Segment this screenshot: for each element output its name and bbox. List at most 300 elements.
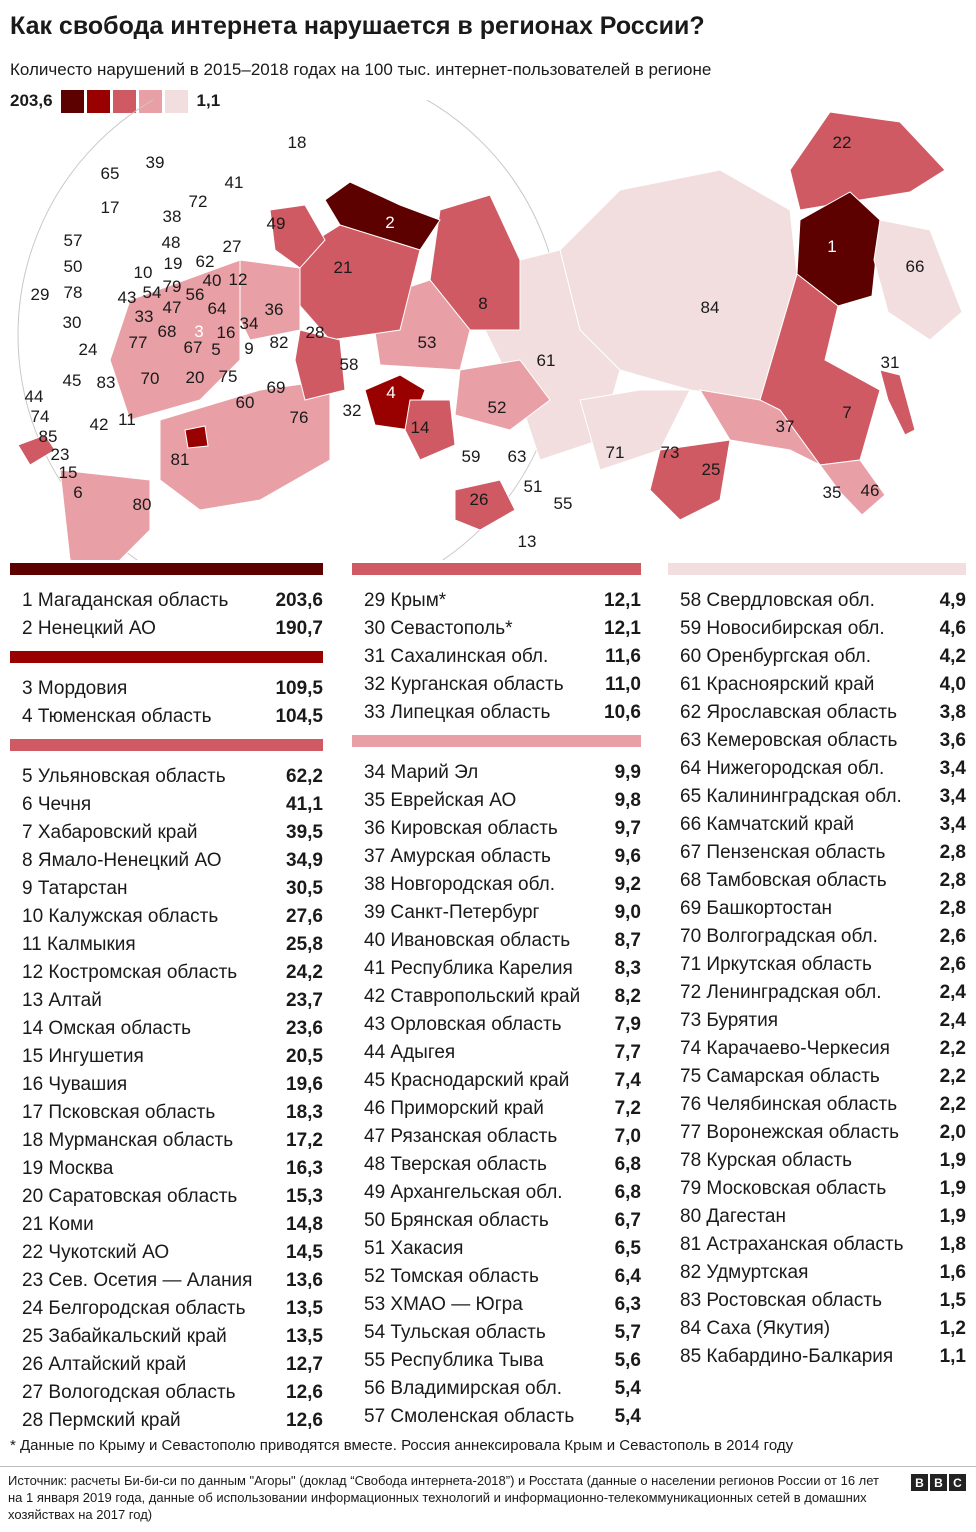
region-name: Курская область [706, 1150, 853, 1171]
region-name: Кировская область [390, 818, 558, 839]
region-label [364, 1067, 569, 1095]
region-label [364, 1123, 557, 1151]
region-name: Крым* [390, 590, 447, 611]
source-text: Источник: расчеты Би-би-си по данным "Агоры" (доклад “Свобода интернета-2018”) и Росстата (данные о населении регионов России от 16 лет на 1 января 2019 года, данные об использовании информационных технологий и информационно-телекоммуникационных сетей в домашних хозяйствах на 2017 год) [8, 1473, 880, 1522]
map-region-number: 29 [30, 285, 50, 304]
region-chukotka [790, 112, 945, 210]
region-label [680, 1231, 904, 1259]
region-name: Псковская область [48, 1102, 216, 1123]
region-label [22, 1351, 186, 1379]
russia-regions-map [0, 100, 976, 560]
region-row [10, 1351, 323, 1379]
region-value: 16,3 [286, 1158, 323, 1179]
region-row [668, 811, 966, 839]
region-name: Самарская область [706, 1066, 880, 1087]
region-rank: 83 [680, 1290, 702, 1311]
region-rank: 31 [364, 646, 386, 667]
region-row [352, 1095, 641, 1123]
region-rank: 66 [680, 814, 702, 835]
region-rank: 39 [364, 902, 386, 923]
region-label [364, 1375, 562, 1403]
region-row [352, 843, 641, 871]
map-region-number: 14 [410, 418, 430, 437]
region-rank: 72 [680, 982, 702, 1003]
region-row [668, 1231, 966, 1259]
region-value: 25,8 [286, 934, 323, 955]
region-rank: 10 [22, 906, 44, 927]
region-name: Краснодарский край [390, 1070, 570, 1091]
region-value: 6,8 [614, 1182, 641, 1203]
group-color-bar [10, 563, 323, 575]
region-name: Брянская область [390, 1210, 549, 1231]
region-name: Чукотский АО [48, 1242, 170, 1263]
region-label [364, 1151, 547, 1179]
region-row [352, 1291, 641, 1319]
map-region-number: 39 [145, 153, 165, 172]
region-label [364, 1095, 544, 1123]
region-name: Ленинградская обл. [706, 982, 882, 1003]
region-name: Саха (Якутия) [706, 1318, 831, 1339]
region-row [352, 615, 641, 643]
region-row [352, 927, 641, 955]
region-label [22, 1099, 215, 1127]
region-name: Московская область [706, 1178, 887, 1199]
region-row [352, 983, 641, 1011]
region-value: 14,5 [286, 1242, 323, 1263]
region-rank: 63 [680, 730, 702, 751]
group-color-bar [10, 739, 323, 751]
region-value: 41,1 [286, 794, 323, 815]
region-rank: 49 [364, 1182, 386, 1203]
region-rank: 58 [680, 590, 702, 611]
region-name: Кабардино-Балкария [706, 1346, 894, 1367]
region-name: ХМАО — Югра [390, 1294, 523, 1315]
region-name: Адыгея [390, 1042, 456, 1063]
region-rank: 53 [364, 1294, 386, 1315]
group-color-bar [668, 563, 966, 575]
ranking-group [668, 563, 966, 1371]
region-value: 13,5 [286, 1298, 323, 1319]
region-row [352, 871, 641, 899]
region-name: Омская область [48, 1018, 191, 1039]
region-label [680, 671, 874, 699]
map-region-number: 77 [128, 333, 148, 352]
region-rank: 81 [680, 1234, 702, 1255]
map-region-number: 9 [244, 339, 254, 358]
region-name: Республика Тыва [390, 1350, 544, 1371]
region-name: Иркутская область [706, 954, 872, 975]
region-label [22, 1323, 227, 1351]
region-rank: 1 [22, 590, 33, 611]
region-name: Ивановская область [390, 930, 571, 951]
region-value: 12,1 [604, 590, 641, 611]
region-row [668, 923, 966, 951]
region-name: Костромская область [48, 962, 238, 983]
region-name: Свердловская обл. [706, 590, 875, 611]
region-label [364, 927, 570, 955]
region-value: 13,6 [286, 1270, 323, 1291]
region-label [22, 903, 218, 931]
region-name: Магаданская область [37, 590, 229, 611]
logo-letter: B [911, 1474, 928, 1491]
region-row [352, 787, 641, 815]
map-region-number: 73 [660, 443, 680, 462]
region-label [364, 843, 551, 871]
map-region-number: 19 [163, 254, 183, 273]
map-region-number: 60 [235, 393, 255, 412]
region-label [364, 671, 564, 699]
region-rank: 54 [364, 1322, 386, 1343]
map-region-number: 26 [469, 490, 489, 509]
region-row [668, 1287, 966, 1315]
region-row [352, 1179, 641, 1207]
map-region-number: 63 [507, 447, 527, 466]
region-name: Удмуртская [706, 1262, 809, 1283]
map-region-number: 24 [78, 340, 98, 359]
region-label [22, 1155, 113, 1183]
region-value: 104,5 [275, 706, 323, 727]
region-value: 62,2 [286, 766, 323, 787]
region-value: 7,4 [614, 1070, 641, 1091]
region-kamchatka [874, 220, 962, 340]
source-divider [0, 1466, 976, 1467]
region-name: Челябинская область [706, 1094, 898, 1115]
region-value: 5,6 [614, 1350, 641, 1371]
region-row [10, 1071, 323, 1099]
region-label [364, 1207, 549, 1235]
region-row [668, 951, 966, 979]
region-value: 3,6 [939, 730, 966, 751]
region-label [364, 955, 573, 983]
map-region-number: 6 [73, 483, 83, 502]
map-region-number: 47 [162, 298, 182, 317]
region-row [10, 791, 323, 819]
region-value: 12,1 [604, 618, 641, 639]
region-value: 9,9 [614, 762, 641, 783]
region-value: 15,3 [286, 1186, 323, 1207]
map-region-number: 83 [96, 373, 116, 392]
region-rank: 29 [364, 590, 386, 611]
map-region-number: 56 [185, 285, 205, 304]
region-row [10, 1183, 323, 1211]
region-label [680, 923, 878, 951]
region-value: 190,7 [275, 618, 323, 639]
region-rank: 46 [364, 1098, 386, 1119]
region-name: Камчатский край [706, 814, 855, 835]
region-label [364, 643, 548, 671]
region-rank: 60 [680, 646, 702, 667]
region-value: 8,3 [614, 958, 641, 979]
region-row [668, 699, 966, 727]
region-label [22, 791, 91, 819]
region-name: Пермский край [48, 1410, 181, 1431]
region-name: Ульяновская область [37, 766, 226, 787]
map-region-number: 84 [700, 298, 720, 317]
region-label [364, 615, 513, 643]
map-region-number: 74 [30, 407, 50, 426]
region-label [22, 587, 228, 615]
map-region-number: 51 [523, 477, 543, 496]
ranking-group [352, 563, 641, 727]
map-region-number: 49 [266, 214, 286, 233]
region-row [352, 1011, 641, 1039]
region-name: Орловская область [390, 1014, 562, 1035]
region-name: Ростовская область [706, 1290, 882, 1311]
region-rank: 18 [22, 1130, 44, 1151]
region-row [352, 1123, 641, 1151]
region-value: 3,4 [939, 758, 966, 779]
region-value: 3,4 [939, 814, 966, 835]
region-value: 3,8 [939, 702, 966, 723]
region-value: 27,6 [286, 906, 323, 927]
region-value: 2,4 [939, 982, 966, 1003]
region-name: Саратовская область [48, 1186, 238, 1207]
region-row [352, 1347, 641, 1375]
region-rank: 73 [680, 1010, 702, 1031]
map-region-number: 59 [461, 447, 481, 466]
region-value: 1,6 [939, 1262, 966, 1283]
region-name: Севастополь* [390, 618, 513, 639]
region-row [668, 587, 966, 615]
map-region-number: 54 [142, 283, 162, 302]
region-rank: 50 [364, 1210, 386, 1231]
region-row [10, 1155, 323, 1183]
group-color-bar [352, 735, 641, 747]
region-name: Нижегородская обл. [706, 758, 885, 779]
region-rank: 85 [680, 1346, 702, 1367]
region-row [10, 1099, 323, 1127]
region-label [364, 871, 555, 899]
bbc-logo [911, 1474, 966, 1491]
map-region-number: 70 [140, 369, 160, 388]
ranking-group [10, 739, 323, 1435]
region-name: Тульская область [390, 1322, 546, 1343]
region-name: Тверская область [390, 1154, 547, 1175]
region-value: 7,9 [614, 1014, 641, 1035]
region-sakhalin [880, 370, 915, 435]
region-rank: 9 [22, 878, 33, 899]
region-label [22, 1407, 181, 1435]
region-value: 11,6 [605, 646, 641, 667]
region-rank: 77 [680, 1122, 702, 1143]
region-label [22, 1239, 169, 1267]
region-label [364, 1347, 544, 1375]
region-value: 12,7 [286, 1354, 323, 1375]
region-row [668, 1119, 966, 1147]
region-value: 5,4 [614, 1406, 641, 1427]
region-value: 20,5 [286, 1046, 323, 1067]
region-row [10, 1239, 323, 1267]
map-region-number: 38 [162, 207, 182, 226]
region-rank: 51 [364, 1238, 386, 1259]
region-name: Амурская область [390, 846, 551, 867]
region-label [22, 1127, 233, 1155]
map-region-number: 15 [58, 463, 78, 482]
region-label [680, 1091, 897, 1119]
region-label [680, 1119, 899, 1147]
logo-letter: B [930, 1474, 947, 1491]
region-label [364, 1235, 463, 1263]
region-value: 8,2 [614, 986, 641, 1007]
region-name: Калмыкия [47, 934, 136, 955]
map-region-number: 82 [269, 333, 289, 352]
region-label [680, 783, 902, 811]
region-row [668, 755, 966, 783]
region-label [680, 895, 832, 923]
region-rank: 27 [22, 1382, 44, 1403]
region-name: Пензенская область [706, 842, 886, 863]
ranking-column-2 [352, 563, 641, 1439]
region-label [22, 931, 136, 959]
region-name: Томская область [390, 1266, 539, 1287]
region-value: 4,9 [939, 590, 966, 611]
region-name: Оренбургская обл. [706, 646, 871, 667]
region-label [22, 763, 226, 791]
region-value: 10,6 [604, 702, 641, 723]
region-value: 4,6 [939, 618, 966, 639]
region-label [364, 815, 558, 843]
region-name: Мордовия [37, 678, 128, 699]
region-rank: 47 [364, 1126, 386, 1147]
region-name: Бурятия [706, 1010, 779, 1031]
region-rank: 70 [680, 926, 702, 947]
region-name: Чечня [37, 794, 92, 815]
region-value: 6,5 [614, 1238, 641, 1259]
map-region-number: 76 [289, 408, 309, 427]
region-row [352, 1207, 641, 1235]
region-rank: 38 [364, 874, 386, 895]
region-value: 2,2 [939, 1038, 966, 1059]
region-value: 7,0 [614, 1126, 641, 1147]
region-value: 14,8 [286, 1214, 323, 1235]
legend-min-value: 1,1 [196, 91, 221, 110]
region-value: 1,9 [939, 1150, 966, 1171]
region-row [10, 875, 323, 903]
logo-letter: C [949, 1474, 966, 1491]
region-name: Тюменская область [37, 706, 212, 727]
region-value: 17,2 [286, 1130, 323, 1151]
region-rank: 4 [22, 706, 33, 727]
region-row [352, 1151, 641, 1179]
region-name: Воронежская область [706, 1122, 900, 1143]
region-row [668, 979, 966, 1007]
region-name: Марий Эл [390, 762, 479, 783]
region-value: 9,0 [614, 902, 641, 923]
map-region-number: 69 [266, 378, 286, 397]
region-value: 6,4 [614, 1266, 641, 1287]
region-row [10, 1267, 323, 1295]
map-region-number: 55 [553, 494, 573, 513]
map-region-number: 7 [842, 403, 852, 422]
region-value: 13,5 [286, 1326, 323, 1347]
region-label [22, 1071, 127, 1099]
region-row [668, 671, 966, 699]
region-label [680, 1203, 786, 1231]
map-region-number: 71 [605, 443, 625, 462]
region-label [680, 1343, 893, 1371]
region-rank: 80 [680, 1206, 702, 1227]
map-region-number: 32 [342, 401, 362, 420]
region-rank: 43 [364, 1014, 386, 1035]
region-name: Чувашия [48, 1074, 128, 1095]
region-label [22, 1183, 237, 1211]
map-region-number: 64 [207, 299, 227, 318]
region-name: Новосибирская обл. [706, 618, 885, 639]
region-value: 12,6 [286, 1382, 323, 1403]
map-region-number: 35 [822, 483, 842, 502]
region-rank: 74 [680, 1038, 702, 1059]
region-name: Кемеровская область [706, 730, 898, 751]
region-name: Калужская область [48, 906, 219, 927]
region-label [364, 787, 516, 815]
map-region-number: 44 [24, 387, 44, 406]
region-row [10, 931, 323, 959]
region-value: 12,6 [286, 1410, 323, 1431]
region-row [352, 699, 641, 727]
region-row [668, 727, 966, 755]
region-name: Дагестан [706, 1206, 786, 1227]
region-label [22, 1043, 144, 1071]
region-row [352, 1067, 641, 1095]
region-rank: 34 [364, 762, 386, 783]
region-name: Новгородская обл. [390, 874, 556, 895]
region-label [680, 699, 897, 727]
map-region-number: 25 [701, 460, 721, 479]
map-region-number: 37 [775, 417, 795, 436]
map-region-number: 31 [880, 353, 900, 372]
map-region-number: 10 [133, 263, 153, 282]
region-row [352, 1039, 641, 1067]
region-label [680, 727, 897, 755]
region-name: Калининградская обл. [706, 786, 902, 807]
region-label [364, 1039, 455, 1067]
region-label [22, 959, 237, 987]
region-row [668, 1091, 966, 1119]
region-value: 2,6 [939, 926, 966, 947]
region-rank: 41 [364, 958, 386, 979]
map-region-number: 13 [517, 532, 537, 551]
region-value: 9,6 [614, 846, 641, 867]
region-name: Астраханская область [706, 1234, 904, 1255]
region-name: Мурманская область [48, 1130, 234, 1151]
region-row [10, 1211, 323, 1239]
region-name: Еврейская АО [390, 790, 517, 811]
region-label [364, 1179, 563, 1207]
region-row [352, 1319, 641, 1347]
region-label [680, 755, 884, 783]
region-rank: 7 [22, 822, 33, 843]
region-name: Владимирская обл. [390, 1378, 563, 1399]
region-row [352, 1403, 641, 1431]
region-value: 3,4 [939, 786, 966, 807]
region-mordovia [185, 426, 208, 448]
region-rank: 55 [364, 1350, 386, 1371]
map-region-number: 41 [224, 173, 244, 192]
region-label [680, 951, 872, 979]
region-rank: 82 [680, 1262, 702, 1283]
region-value: 19,6 [286, 1074, 323, 1095]
map-region-number: 66 [905, 257, 925, 276]
region-label [680, 1063, 880, 1091]
region-name: Москва [48, 1158, 114, 1179]
region-row [10, 1323, 323, 1351]
region-rank: 71 [680, 954, 702, 975]
legend-max-value: 203,6 [10, 91, 53, 110]
region-rank: 40 [364, 930, 386, 951]
region-rank: 62 [680, 702, 702, 723]
region-label [364, 1263, 539, 1291]
region-label [680, 1035, 890, 1063]
